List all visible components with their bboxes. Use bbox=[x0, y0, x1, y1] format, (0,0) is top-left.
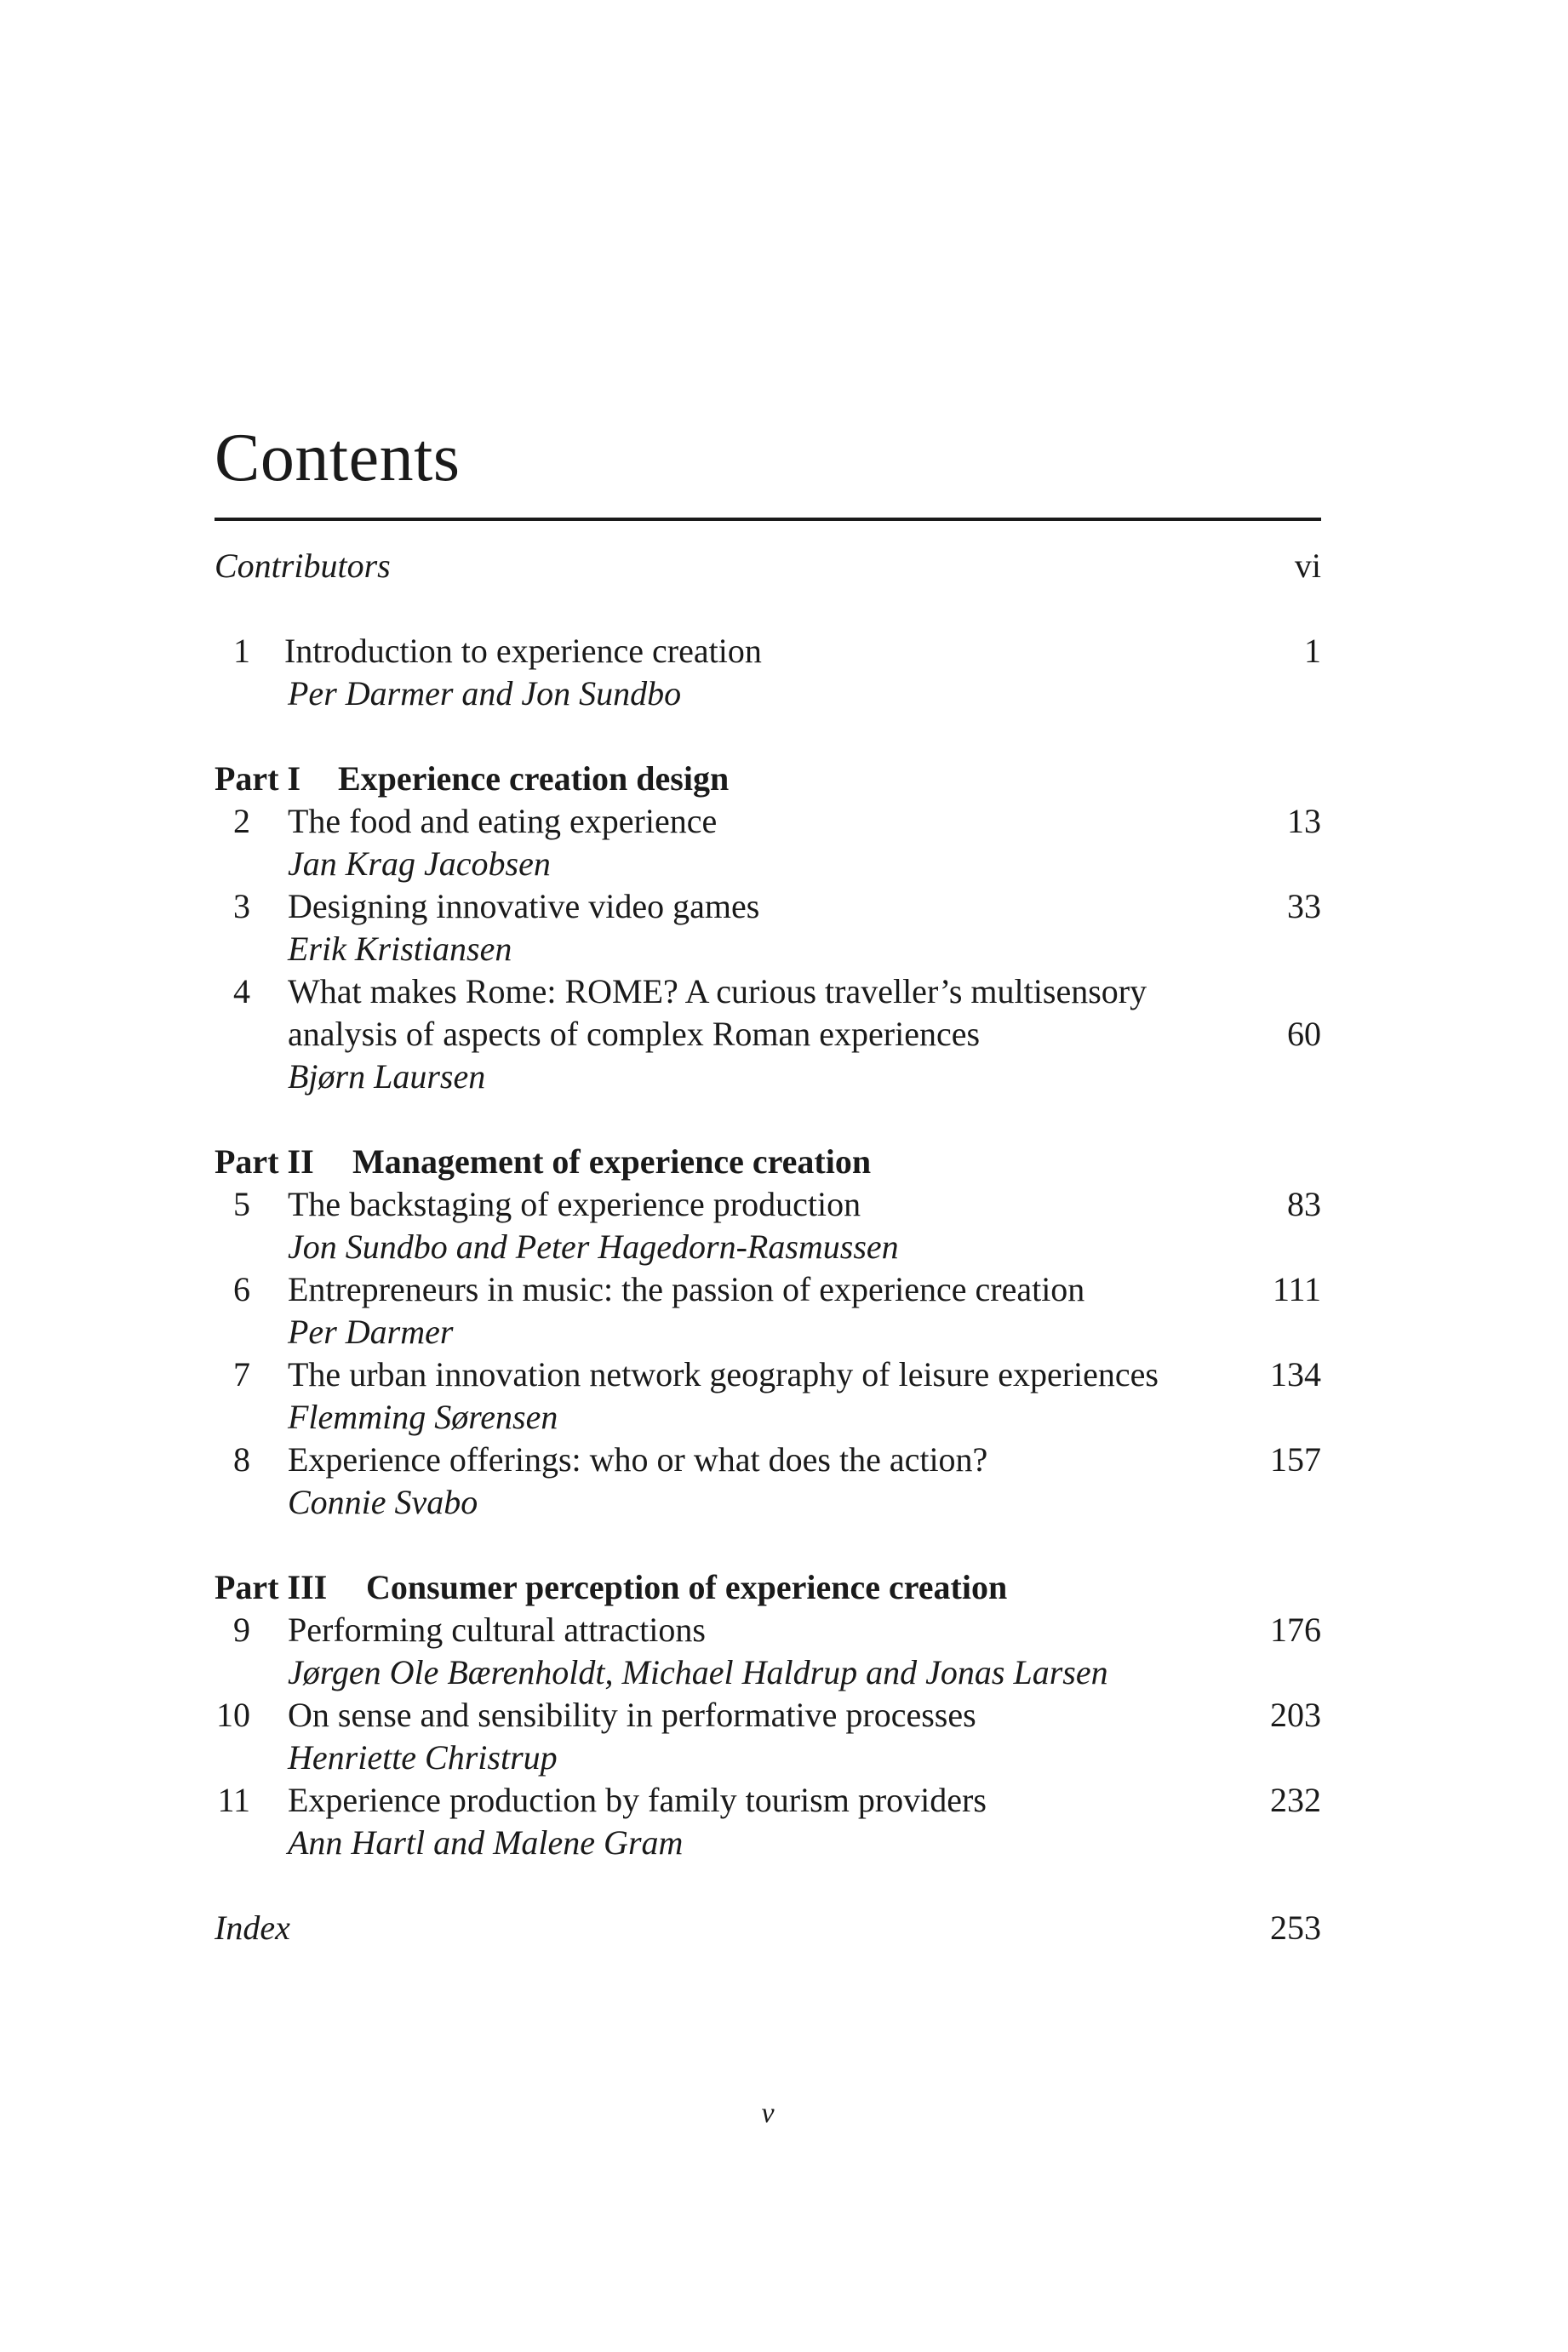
chapter-title: Introduction to experience creation bbox=[284, 632, 762, 670]
title-rule bbox=[215, 518, 1321, 521]
part-title: Experience creation design bbox=[338, 759, 730, 798]
chapter-title: The backstaging of experience production bbox=[288, 1185, 861, 1223]
page-folio: v bbox=[761, 2097, 775, 2129]
chapter-title: On sense and sensibility in performative processes bbox=[288, 1696, 976, 1734]
part-label: Part II bbox=[215, 1142, 314, 1181]
chapter-page: 232 bbox=[1270, 1781, 1321, 1819]
chapter-page: 111 bbox=[1272, 1270, 1321, 1308]
toc-entry-chapter-2[interactable] bbox=[215, 800, 1321, 885]
chapter-number: 5 bbox=[233, 1185, 250, 1223]
chapter-number: 3 bbox=[233, 887, 250, 925]
chapter-page: 203 bbox=[1270, 1696, 1321, 1734]
chapter-page: 13 bbox=[1287, 802, 1321, 840]
chapter-number: 11 bbox=[217, 1781, 250, 1819]
part-heading-1 bbox=[215, 758, 1321, 800]
chapter-authors: Flemming Sørensen bbox=[288, 1398, 558, 1436]
chapter-page: 83 bbox=[1287, 1185, 1321, 1223]
chapter-title: Designing innovative video games bbox=[288, 887, 760, 925]
toc-entry-chapter-4[interactable] bbox=[215, 970, 1321, 1098]
chapter-page: 176 bbox=[1270, 1611, 1321, 1649]
chapter-authors: Ann Hartl and Malene Gram bbox=[288, 1823, 684, 1862]
chapter-authors: Henriette Christrup bbox=[288, 1738, 558, 1777]
chapter-number: 8 bbox=[233, 1440, 250, 1479]
chapter-number: 10 bbox=[216, 1696, 250, 1734]
chapter-number: 6 bbox=[233, 1270, 250, 1308]
chapter-page: 60 bbox=[1287, 1015, 1321, 1053]
chapter-authors: Bjørn Laursen bbox=[288, 1057, 486, 1096]
chapter-authors: Jon Sundbo and Peter Hagedorn-Rasmussen bbox=[288, 1228, 899, 1266]
index-label: Index bbox=[215, 1908, 290, 1947]
chapter-page: 33 bbox=[1287, 887, 1321, 925]
chapter-authors: Erik Kristiansen bbox=[288, 930, 512, 968]
chapter-page: 134 bbox=[1270, 1355, 1321, 1393]
chapter-authors: Jørgen Ole Bærenholdt, Michael Haldrup and Jonas Larsen bbox=[288, 1653, 1108, 1691]
chapter-number: 1 bbox=[233, 632, 250, 670]
chapter-page: 1 bbox=[1304, 632, 1321, 670]
table-of-contents bbox=[215, 545, 1321, 1949]
chapter-title: Performing cultural attractions bbox=[288, 1611, 706, 1649]
chapter-title: Experience offerings: who or what does the action? bbox=[288, 1440, 988, 1479]
toc-entry-index[interactable] bbox=[215, 1907, 1321, 1949]
chapter-authors: Connie Svabo bbox=[288, 1483, 478, 1521]
chapter-title: Experience production by family tourism providers bbox=[288, 1781, 987, 1819]
toc-entry-chapter-5[interactable] bbox=[215, 1183, 1321, 1268]
chapter-page: 157 bbox=[1270, 1440, 1321, 1479]
contributors-page: vi bbox=[1294, 547, 1321, 585]
chapter-number: 2 bbox=[233, 802, 250, 840]
toc-entry-contributors[interactable] bbox=[215, 545, 1321, 587]
contributors-label: Contributors bbox=[215, 547, 391, 585]
toc-entry-chapter-6[interactable] bbox=[215, 1268, 1321, 1353]
part-heading-2 bbox=[215, 1141, 1321, 1183]
toc-entry-chapter-7[interactable] bbox=[215, 1353, 1321, 1439]
chapter-number: 7 bbox=[233, 1355, 250, 1393]
toc-entry-chapter-9[interactable] bbox=[215, 1609, 1321, 1694]
chapter-number: 9 bbox=[233, 1611, 250, 1649]
toc-page bbox=[215, 0, 1321, 2352]
chapter-title-line-2: analysis of aspects of complex Roman experiences bbox=[288, 1015, 981, 1053]
toc-entry-chapter-3[interactable] bbox=[215, 885, 1321, 970]
page-title: Contents bbox=[215, 421, 461, 495]
part-title: Management of experience creation bbox=[352, 1142, 872, 1181]
chapter-title: Entrepreneurs in music: the passion of experience creation bbox=[288, 1270, 1085, 1308]
part-label: Part I bbox=[215, 759, 301, 798]
chapter-title: The urban innovation network geography of leisure experiences bbox=[288, 1355, 1159, 1393]
toc-entry-chapter-10[interactable] bbox=[215, 1694, 1321, 1779]
part-heading-3 bbox=[215, 1566, 1321, 1609]
chapter-title-line-1: What makes Rome: ROME? A curious traveller’s multisensory bbox=[288, 972, 1147, 1010]
chapter-authors: Per Darmer and Jon Sundbo bbox=[288, 674, 682, 712]
chapter-title: The food and eating experience bbox=[288, 802, 718, 840]
part-label: Part III bbox=[215, 1568, 328, 1606]
chapter-authors: Jan Krag Jacobsen bbox=[288, 844, 551, 883]
chapter-number: 4 bbox=[233, 972, 250, 1010]
toc-entry-chapter-1[interactable] bbox=[215, 630, 1321, 715]
toc-entry-chapter-11[interactable] bbox=[215, 1779, 1321, 1864]
chapter-authors: Per Darmer bbox=[288, 1313, 454, 1351]
toc-entry-chapter-8[interactable] bbox=[215, 1439, 1321, 1524]
part-title: Consumer perception of experience creation bbox=[366, 1568, 1008, 1606]
index-page: 253 bbox=[1270, 1908, 1321, 1947]
